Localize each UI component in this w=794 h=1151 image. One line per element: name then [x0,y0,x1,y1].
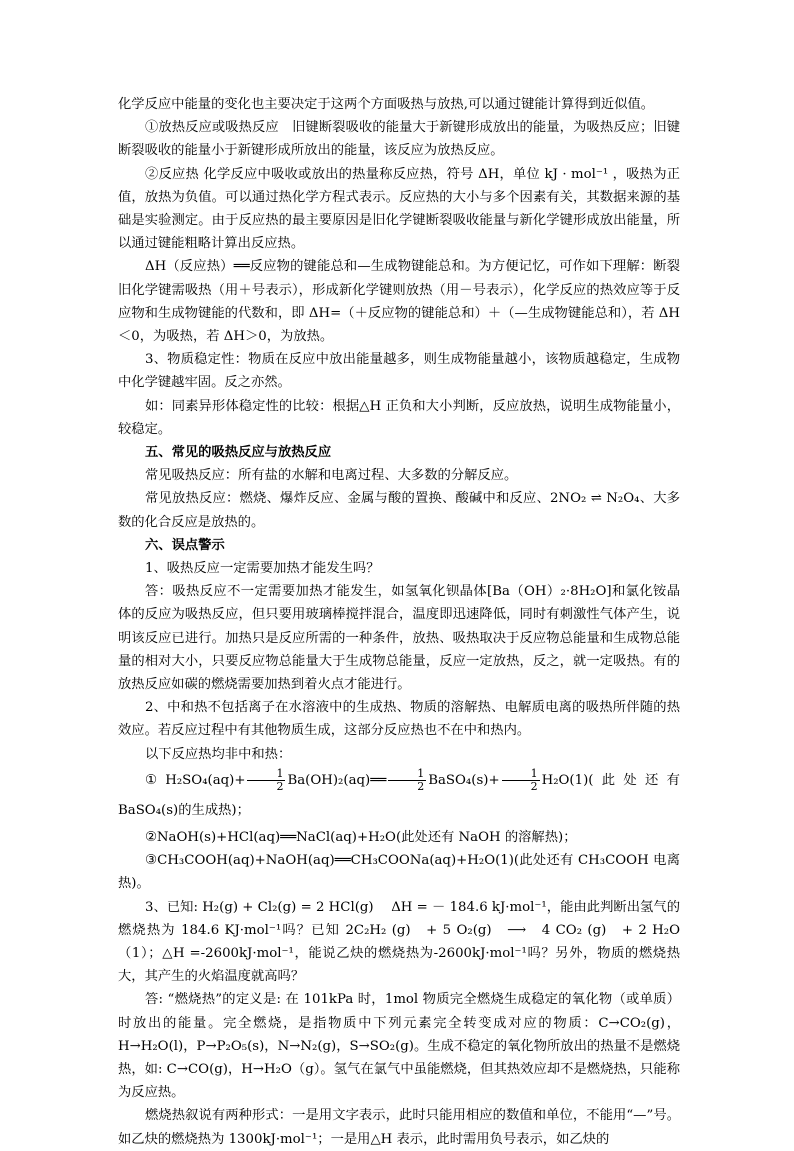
paragraph: ΔH（反应热）══反应物的键能总和—生成物键能总和。为方便记忆，可作如下理解：断裂旧化学键需吸热（用＋号表示），形成新化学键则放热（用－号表示），化学反应的热效应等于反应物和生成物键能的代数和，即 ΔH=（＋反应物的键能总和）＋（—生成物键能总和），若 ΔH＜0，为吸热，若 ΔH＞0，为放热。 [118,259,680,345]
equation-part: H₂O(1)(此处还有 BaSO₄(s)的生成热)； [118,772,680,818]
paragraph: 燃烧热叙说有两种形式：一是用文字表示，此时只能用相应的数值和单位，不能用“—”号。如乙炔的燃烧热为 1300kJ·mol⁻¹；一是用△H 表示，此时需用负号表示，如乙炔的 [118,1108,680,1147]
equation-line: ②NaOH(s)+HCl(aq)══NaCl(aq)+H₂O(此处还有 NaOH 的溶解热)； [145,829,577,845]
fraction-numerator: 1 [388,768,426,781]
fraction-denominator: 2 [417,779,425,793]
equation-part: BaSO₄(s)+ [428,772,500,788]
paragraph: 如：同素异形体稳定性的比较：根据△H 正负和大小判断，反应放热，说明生成物能量小，较稳定。 [118,398,680,437]
fraction-numerator: 1 [247,768,285,781]
paragraph: 常见吸热反应：所有盐的水解和电离过程、大多数的分解反应。 [145,468,518,484]
section-heading: 六、误点警示 [145,537,225,553]
paragraph: 3、物质稳定性：物质在反应中放出能量越多，则生成物能量越小，该物质越稳定，生成物中化学键越牢固。反之亦然。 [118,352,680,391]
paragraph: 答：吸热反应不一定需要加热才能发生，如氢氧化钡晶体[Ba（OH）₂·8H₂O]和氯化铵晶体的反应为吸热反应，但只要用玻璃棒搅拌混合，温度即迅速降低，同时有刺激性气体产生，说明该反应已进行。加热只是反应所需的一种条件，放热、吸热取决于反应物总能量和生成物总能量的相对大小，只要反应物总能量大于生成物总能量，反应一定放热，反之，就一定吸热。有的放热反应如碳的燃烧需要加热到着火点才能进行。 [118,584,680,693]
paragraph: 化学反应中能量的变化也主要决定于这两个方面吸热与放热,可以通过键能计算得到近似值。 [118,97,655,112]
fraction [388,768,426,793]
fraction-denominator: 2 [530,779,538,793]
equation-part: Ba(OH)₂(aq)══ [287,772,387,788]
section-heading: 五、常见的吸热反应与放热反应 [145,445,332,461]
fraction [502,768,540,793]
paragraph: ②反应热 化学反应中吸收或放出的热量称反应热，符号 ΔH，单位 kJ · mol⁻¹ ，吸热为正值，放热为负值。可以通过热化学方程式表示。反应热的大小与多个因素有关，其数据来源的基础是实验测定。由于反应热的最主要原因是旧化学键断裂吸收能量与新化学键形成放出能量，所以通过键能粗略计算出反应热。 [118,166,680,252]
equation-part: ①H₂SO₄(aq)+ [145,772,246,788]
paragraph: 以下反应热均非中和热： [145,746,292,762]
paragraph: 答: “燃烧热”的定义是: 在 101kPa 时，1mol 物质完全燃烧生成稳定的氧化物（或单质）时放出的能量。完全燃烧，是指物质中下列元素完全转变成对应的物质：C→CO₂(g)，H→H₂O(l)，P→P₂O₅(s)，N→N₂(g)，S→SO₂(g)。生成不稳定的氧化物所放出的热量不是燃烧热，如: C→CO(g)，H→H₂O（g）。氢气在氯气中虽能燃烧，但其热效应却不是燃烧热，只能称为反应热。 [118,992,680,1101]
fraction-numerator: 1 [502,768,540,781]
paragraph: ①放热反应或吸热反应 旧键断裂吸收的能量大于新键形成放出的能量，为吸热反应；旧键断裂吸收的能量小于新键形成所放出的能量，该反应为放热反应。 [118,120,680,159]
document-body [118,93,680,1151]
fraction-denominator: 2 [276,779,284,793]
equation-line: ③CH₃COOH(aq)+NaOH(aq)══CH₃COONa(aq)+H₂O(1)(此处还有 CH₃COOH 电离热)。 [118,853,680,892]
equation-line [118,766,680,826]
paragraph: 2、中和热不包括离子在水溶液中的生成热、物质的溶解热、电解质电离的吸热所伴随的热效应。若反应过程中有其他物质生成，这部分反应热也不在中和热内。 [118,700,680,739]
paragraph: 3、已知: H₂(g) + Cl₂(g) = 2 HCl(g) ΔH = － 184.6 kJ·mol⁻¹，能由此判断出氢气的燃烧热为 184.6 KJ·mol⁻¹吗？已知 2C₂H₂ (g) + 5 O₂(g) ⟶ 4 CO₂ (g) + 2 H₂O （1）；△H =-2600kJ·mol⁻¹，能说乙炔的燃烧热为-2600kJ·mol⁻¹吗？另外，物质的燃烧热大，其产生的火焰温度就高吗？ [118,899,680,985]
paragraph: 1、吸热反应一定需要加热才能发生吗？ [145,561,380,577]
paragraph: 常见放热反应：燃烧、爆炸反应、金属与酸的置换、酸碱中和反应、2NO₂ ⇌ N₂O₄、大多数的化合反应是放热的。 [118,491,680,530]
fraction [247,768,285,793]
